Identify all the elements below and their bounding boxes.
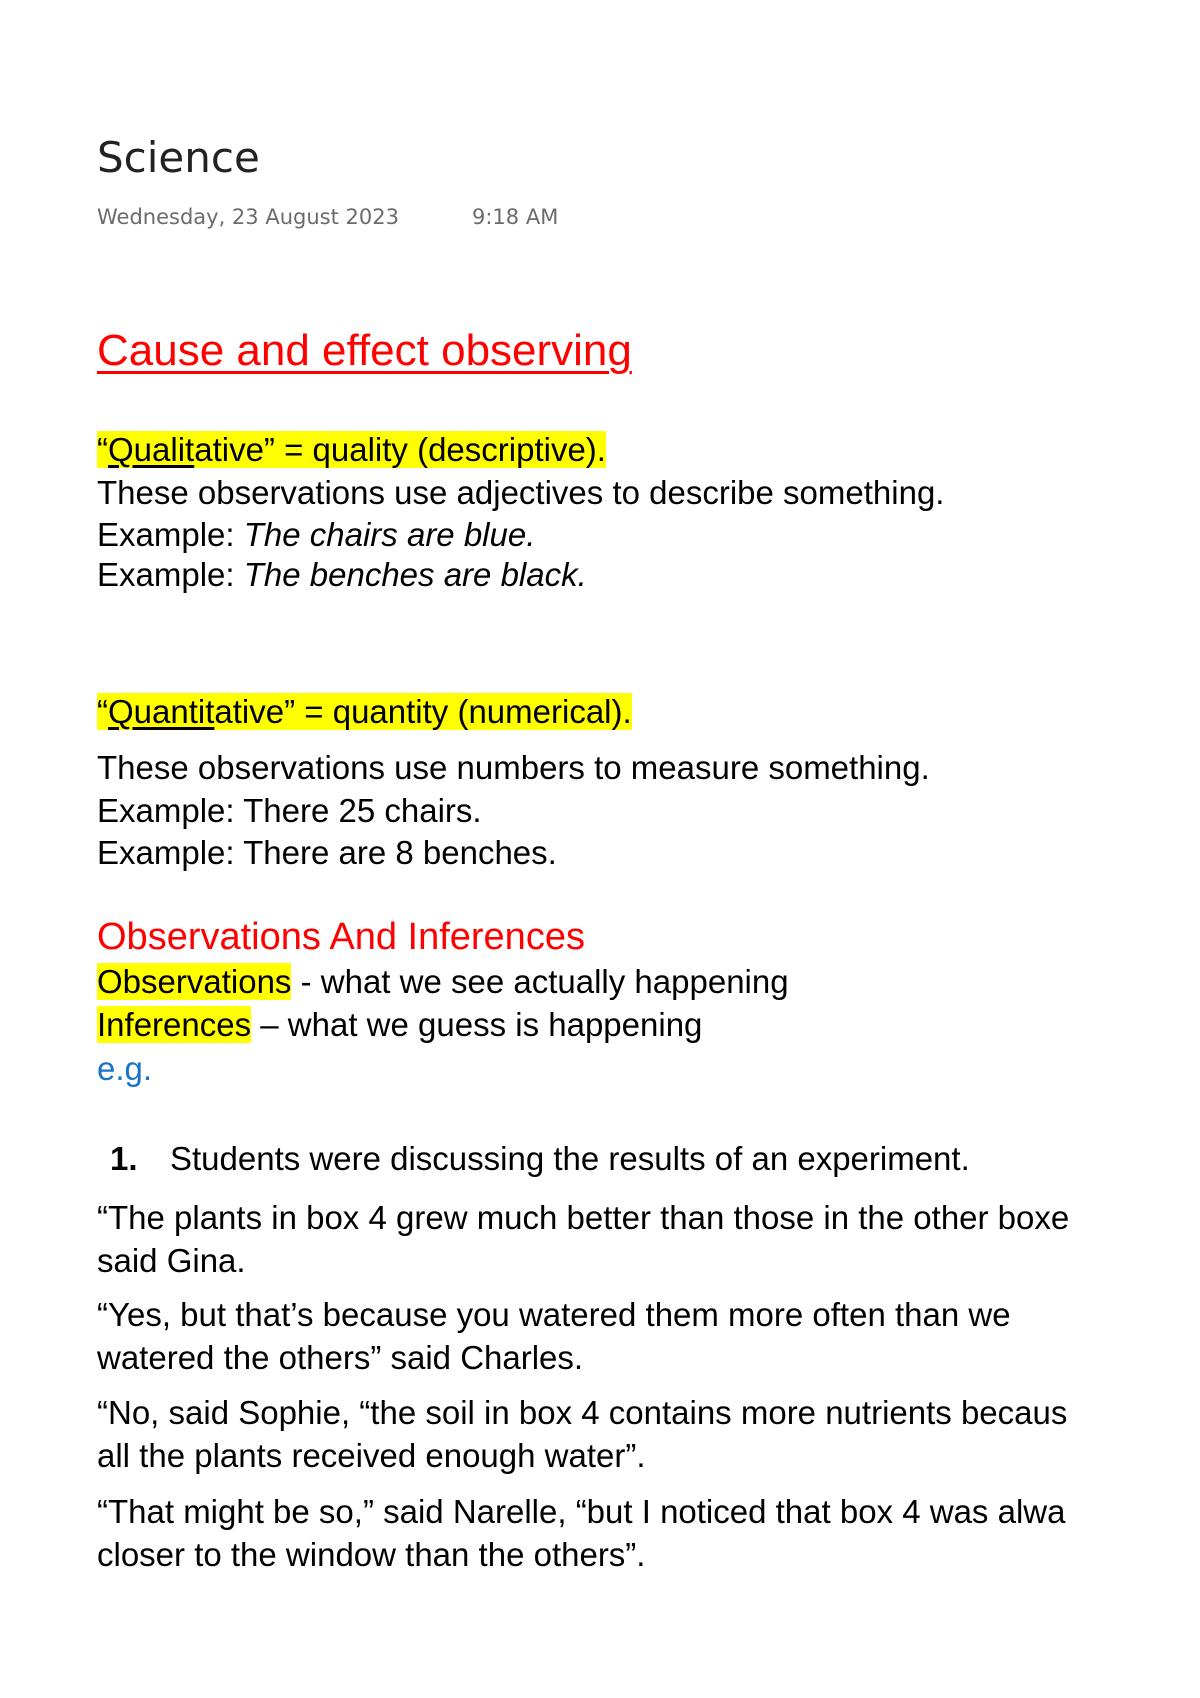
dialogue-sophie-line-1: “No, said Sophie, “the soil in box 4 contains more nutrients becaus — [97, 1394, 1068, 1431]
dialogue-narelle-line-2: closer to the window than the others”. — [97, 1536, 646, 1573]
quantitative-term-underlined: Quantit — [108, 693, 215, 730]
example-label: Example: — [97, 516, 244, 553]
dialogue-gina-line-2: said Gina. — [97, 1242, 246, 1279]
page-title[interactable]: Science — [97, 133, 260, 182]
observations-line — [97, 965, 789, 998]
list-number: 1. — [110, 1140, 138, 1177]
list-item-text: Students were discussing the results of an experiment. — [170, 1140, 970, 1177]
qualitative-example — [97, 518, 535, 551]
qualitative-term-rest: ative” — [194, 431, 275, 468]
page-date: Wednesday, 23 August 2023 — [97, 205, 399, 229]
quantitative-highlight — [97, 693, 632, 730]
quantitative-example: Example: There are 8 benches. — [97, 834, 557, 871]
qualitative-term-underlined: Qualit — [108, 431, 195, 468]
obs-inf-heading: Observations And Inferences — [97, 916, 585, 958]
dialogue-sophie-line-2: all the plants received enough water”. — [97, 1437, 646, 1474]
observations-term: Observations — [97, 963, 292, 1000]
page-time: 9:18 AM — [472, 205, 559, 229]
dialogue-charles-line-2: watered the others” said Charles. — [97, 1339, 584, 1376]
inferences-term: Inferences — [97, 1006, 252, 1043]
inferences-definition: – what we guess is happening — [251, 1006, 703, 1043]
qualitative-definition: = quality (descriptive). — [274, 431, 606, 468]
quantitative-definition: = quantity (numerical). — [295, 693, 632, 730]
observations-definition: - what we see actually happening — [291, 963, 789, 1000]
qualitative-definition-line — [97, 433, 606, 466]
quantitative-term-rest: ative” — [214, 693, 296, 730]
quantitative-open-quote: “ — [97, 693, 108, 730]
dialogue-charles-line-1: “Yes, but that’s because you watered them more often than we — [97, 1296, 1011, 1333]
quantitative-definition-line — [97, 695, 632, 728]
dialogue-gina-line-1: “The plants in box 4 grew much better than those in the other boxe — [97, 1199, 1070, 1236]
qualitative-highlight — [97, 431, 606, 468]
example-text: The benches are black. — [243, 556, 587, 593]
inferences-line — [97, 1008, 702, 1041]
quantitative-example: Example: There 25 chairs. — [97, 792, 482, 829]
qualitative-open-quote: “ — [97, 431, 108, 468]
eg-label: e.g. — [97, 1050, 153, 1087]
quantitative-description: These observations use numbers to measure something. — [97, 749, 930, 786]
main-heading: Cause and effect observing — [97, 326, 632, 375]
example-text: The chairs are blue. — [243, 516, 536, 553]
example-label: Example: — [97, 556, 244, 593]
qualitative-example — [97, 558, 587, 591]
qualitative-description: These observations use adjectives to describe something. — [97, 474, 945, 511]
dialogue-narelle-line-1: “That might be so,” said Narelle, “but I noticed that box 4 was alwa — [97, 1493, 1066, 1530]
